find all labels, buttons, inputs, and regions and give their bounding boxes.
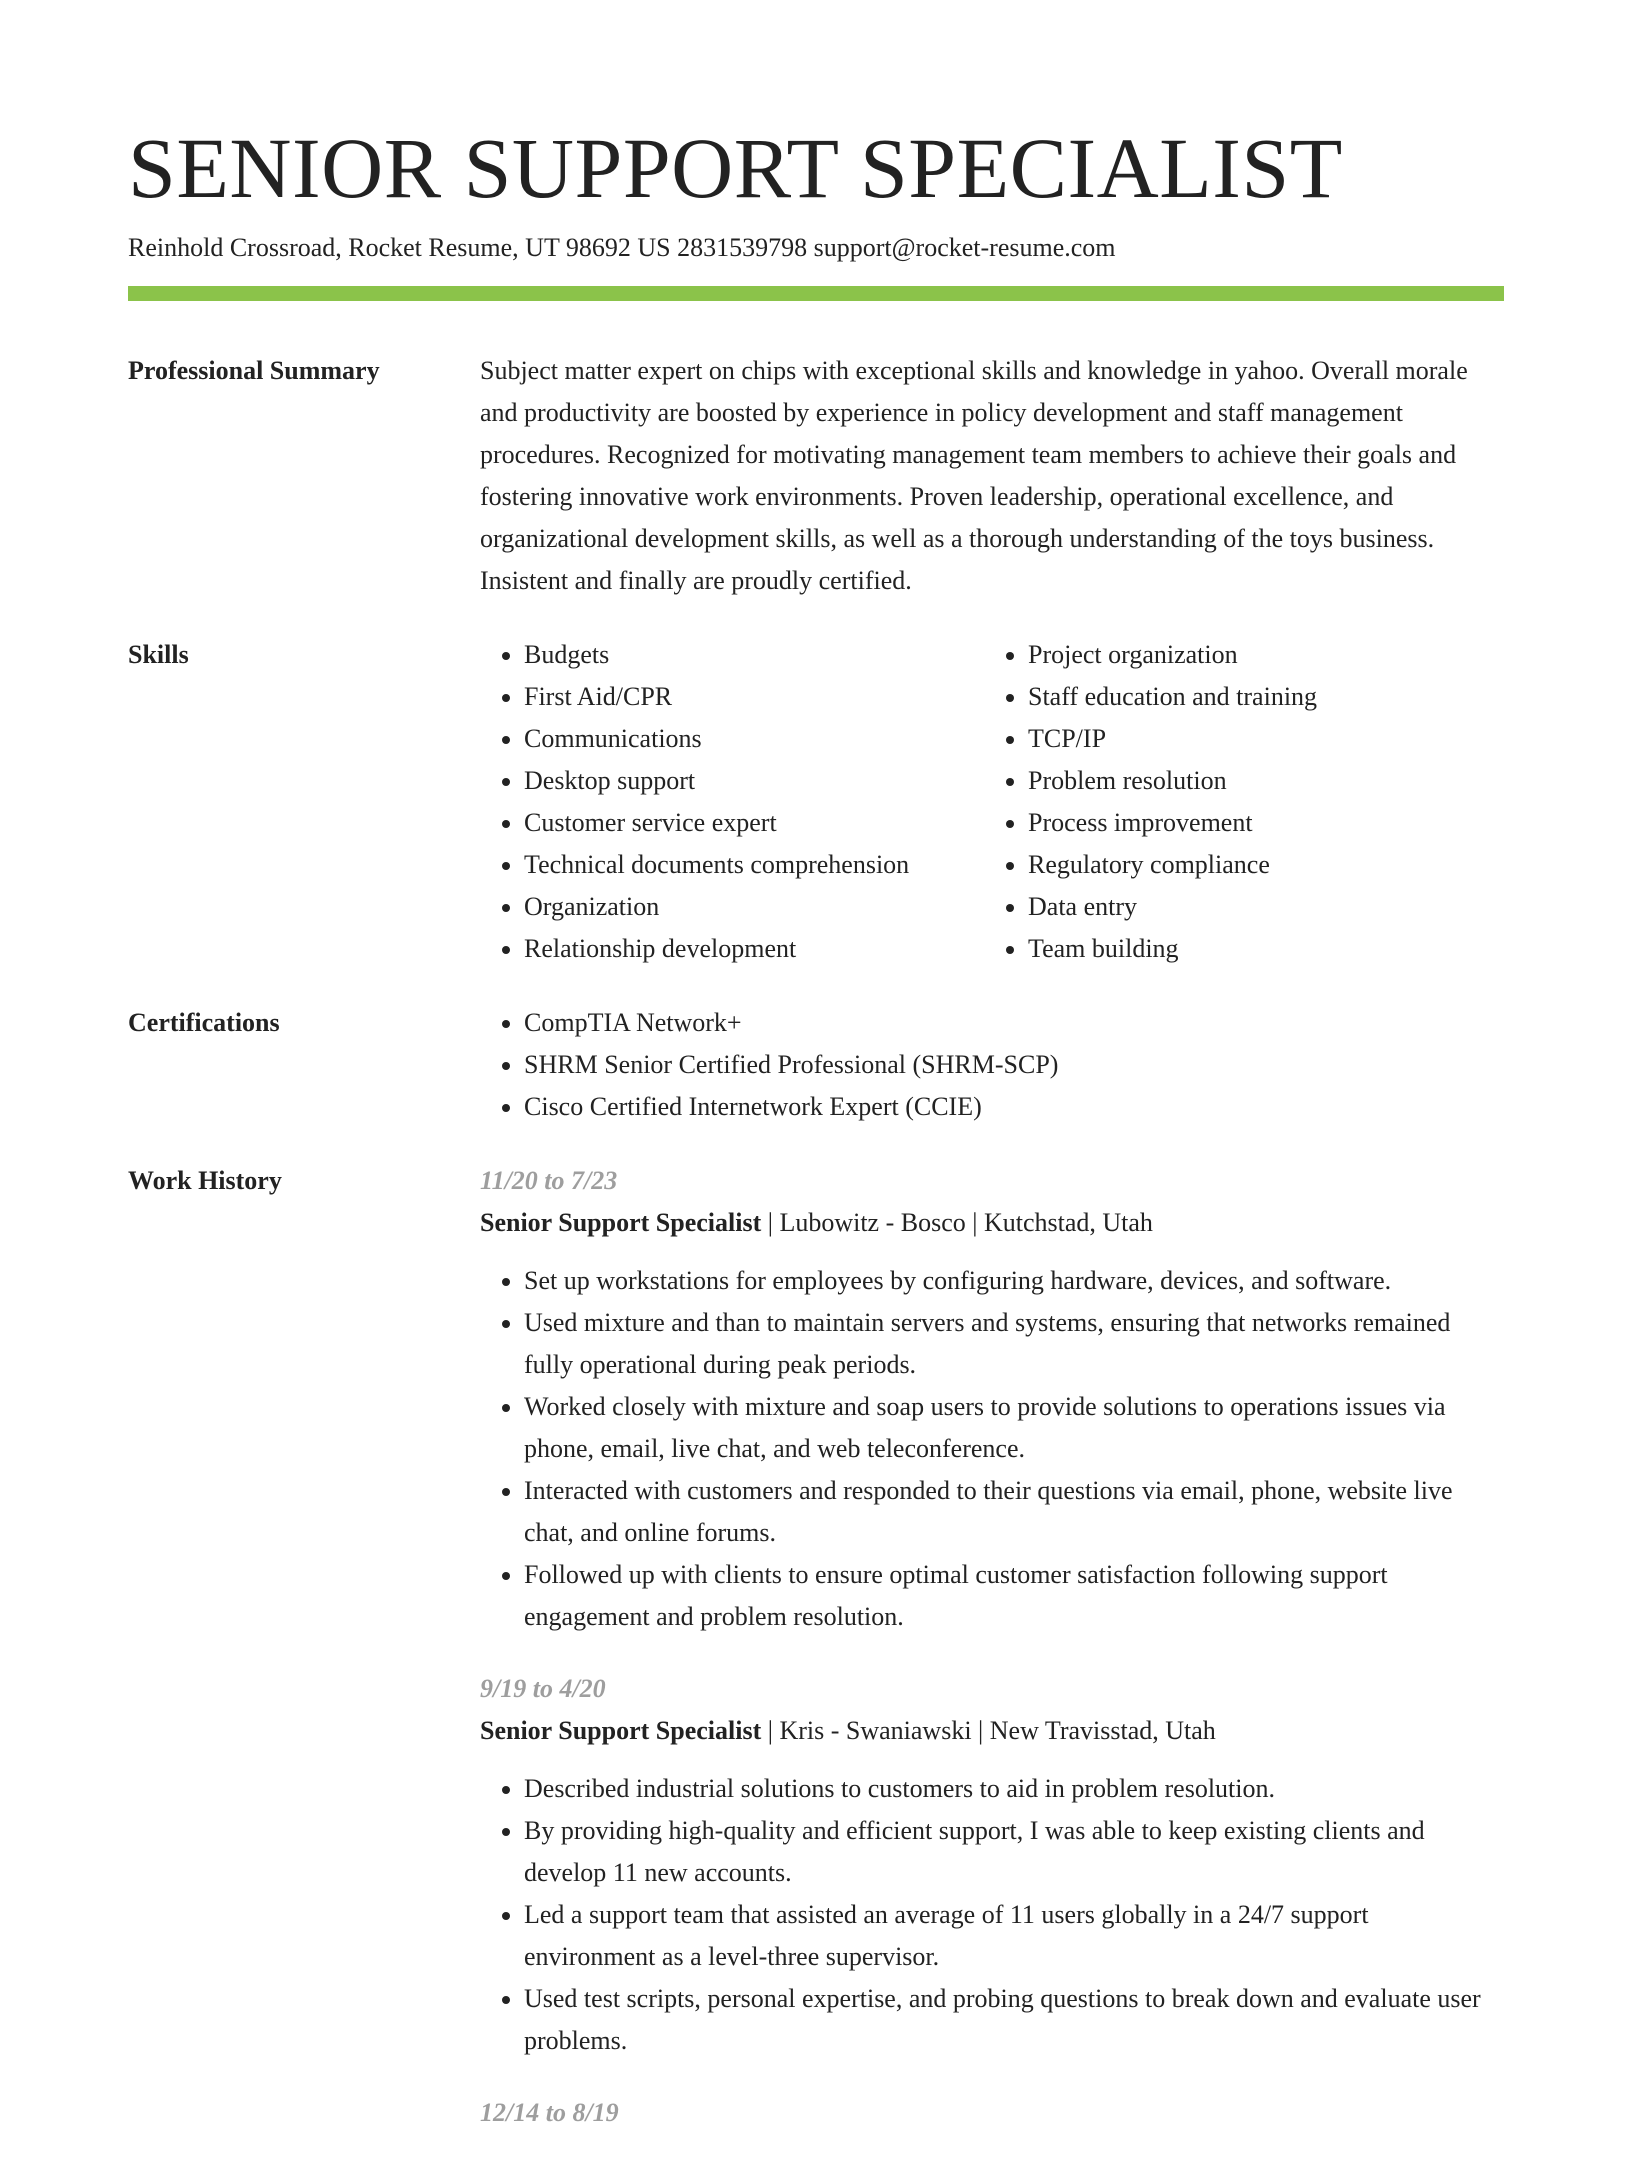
resume-title: SENIOR SUPPORT SPECIALIST [128,120,1343,216]
section-label-summary: Professional Summary [128,356,380,385]
certification-item: • CompTIA Network+ [524,1002,1504,1044]
job-bullet: • Described industrial solutions to customers to aid in problem resolution. [524,1768,1504,1810]
skill-item: • Technical documents comprehension [524,844,984,886]
job-bullet: • Followed up with clients to ensure optimal customer satisfaction following support engagement and problem resolution. [524,1554,1504,1638]
skill-item: • Relationship development [524,928,984,970]
job-bullet: • Used mixture and than to maintain servers and systems, ensuring that networks remained fully operational during peak periods. [524,1302,1504,1386]
skill-item: • Problem resolution [1028,760,1488,802]
certification-item: • Cisco Certified Internetwork Expert (CCIE) [524,1086,1504,1128]
skills-body [480,634,1504,970]
job-title: Senior Support Specialist [480,1208,762,1237]
job-heading [480,1710,1504,1752]
skill-item: • Communications [524,718,984,760]
job-dates: 11/20 to 7/23 [480,1166,618,1195]
skill-item: • Staff education and training [1028,676,1488,718]
job-bullet: • By providing high-quality and efficient support, I was able to keep existing clients and develop 11 new accounts. [524,1810,1504,1894]
skill-item: • Budgets [524,634,984,676]
skill-item: • Desktop support [524,760,984,802]
job-bullet: • Interacted with customers and responded to their questions via email, phone, website live chat, and online forums. [524,1470,1504,1554]
job-entry [480,1160,1504,1638]
skills-list-left [480,634,984,970]
skill-item: • Project organization [1028,634,1488,676]
job-title: Senior Support Specialist [480,1716,762,1745]
job-bullet: • Used test scripts, personal expertise, and probing questions to break down and evaluate user problems. [524,1978,1504,2062]
certification-item: • SHRM Senior Certified Professional (SHRM-SCP) [524,1044,1504,1086]
section-label-skills: Skills [128,640,189,669]
section-label-certifications: Certifications [128,1008,280,1037]
skill-item: • First Aid/CPR [524,676,984,718]
summary-body [480,350,1504,602]
job-bullet: • Worked closely with mixture and soap users to provide solutions to operations issues via phone, email, live chat, and web teleconference. [524,1386,1504,1470]
job-bullets [480,1260,1504,1638]
summary-text: Subject matter expert on chips with exceptional skills and knowledge in yahoo. Overall morale and productivity are boosted by experience in policy development and staff management procedures. Recognized for motivating management team members to achieve their goals and fostering innovative work environments. Proven leadership, operational excellence, and organizational development skills, as well as a thorough understanding of the toys business. Insistent and finally are proudly certified. [480,356,1468,595]
skills-column-right [984,634,1488,970]
job-entry [480,2092,1504,2134]
skill-item: • Data entry [1028,886,1488,928]
contact-line: Reinhold Crossroad, Rocket Resume, UT 98692 US 2831539798 support@rocket-resume.com [128,233,1116,262]
section-label-work-history: Work History [128,1166,282,1195]
certifications-body [480,1002,1504,1128]
skill-item: • Organization [524,886,984,928]
skill-item: • Process improvement [1028,802,1488,844]
job-details: | Kris - Swaniawski | New Travisstad, Utah [761,1716,1216,1745]
work-history-body [480,1160,1504,2164]
skills-column-left [480,634,984,970]
job-heading [480,1202,1504,1244]
header-divider [128,286,1504,301]
job-bullet: • Led a support team that assisted an average of 11 users globally in a 24/7 support environment as a level-three supervisor. [524,1894,1504,1978]
job-details: | Lubowitz - Bosco | Kutchstad, Utah [761,1208,1153,1237]
job-bullets [480,1768,1504,2062]
job-dates: 9/19 to 4/20 [480,1674,606,1703]
skills-list-right [984,634,1488,970]
skill-item: • Customer service expert [524,802,984,844]
job-bullet: • Set up workstations for employees by configuring hardware, devices, and software. [524,1260,1504,1302]
skill-item: • Team building [1028,928,1488,970]
skills-columns [480,634,1504,970]
skill-item: • TCP/IP [1028,718,1488,760]
skill-item: • Regulatory compliance [1028,844,1488,886]
job-dates: 12/14 to 8/19 [480,2098,619,2127]
certifications-list [480,1002,1504,1128]
job-entry [480,1668,1504,2062]
